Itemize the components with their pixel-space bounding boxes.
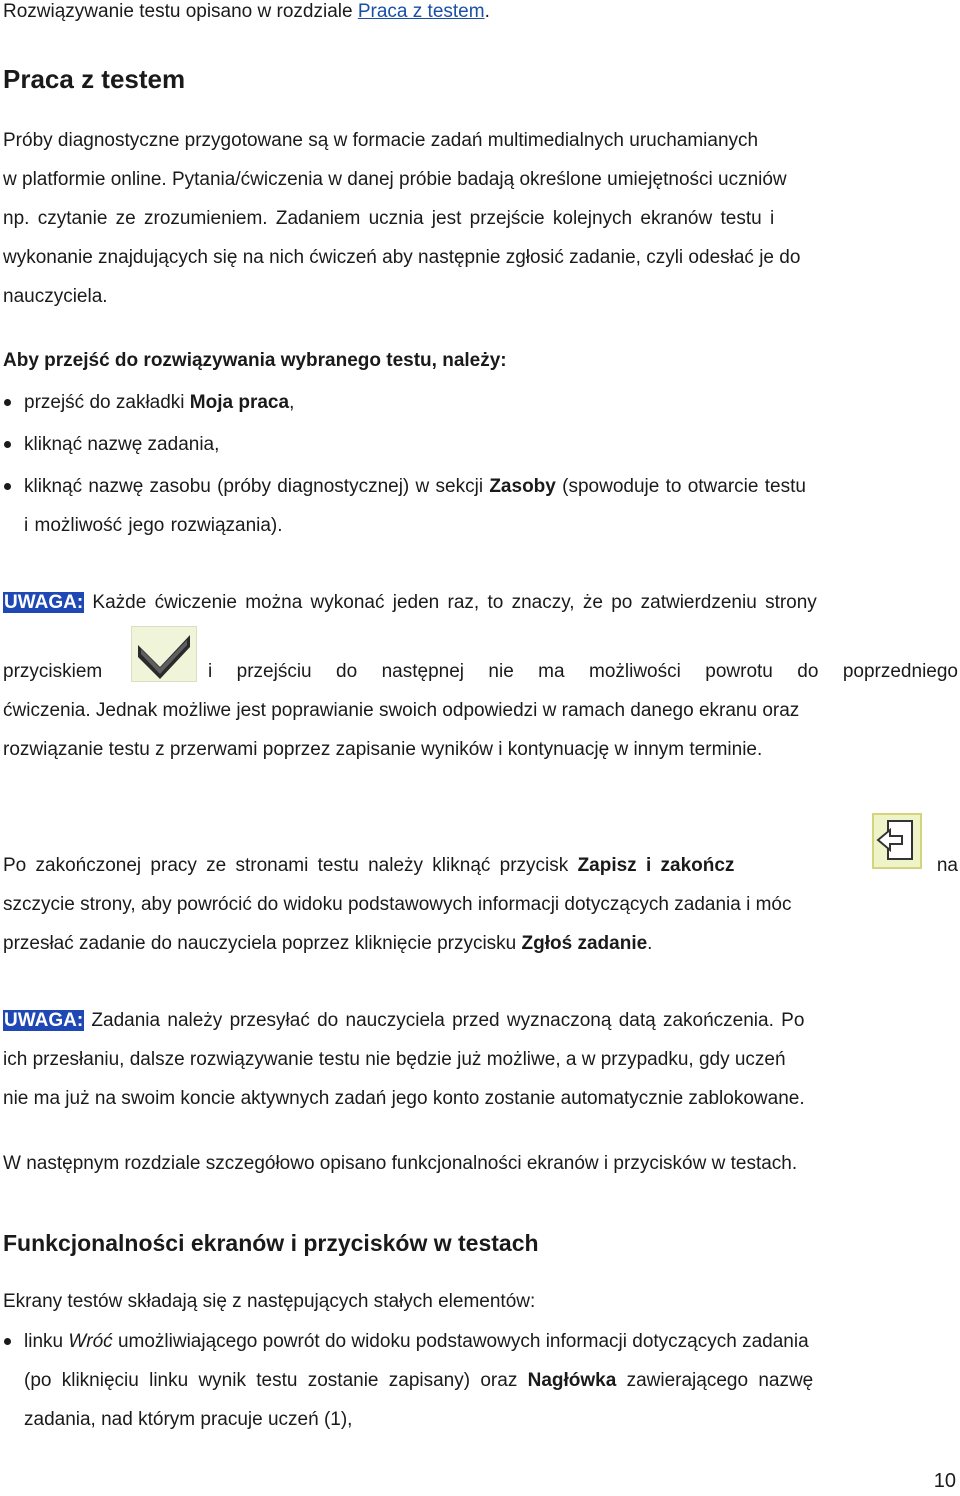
warning-paragraph-2: UWAGA: Zadania należy przesyłać do nauczyciela przed wyznaczoną datą zakończenia. Po ich przesłaniu, dalsze rozwiązywanie testu nie będzie już możliwe, a w przypadku, gdy uczeń nie ma już na swoim koncie aktywnych zadań jego konto zostanie automatycznie zablokowane.	[3, 1010, 805, 1109]
elements-intro: Ekrany testów składają się z następujących stałych elementów:	[3, 1291, 536, 1312]
elements-list	[3, 1322, 958, 1439]
section-heading: Praca z testem	[3, 64, 186, 94]
section-heading-2: Funkcjonalności ekranów i przycisków w testach	[3, 1230, 539, 1256]
next-chapter-paragraph: W następnym rozdziale szczegółowo opisano funkcjonalności ekranów i przycisków w testach.	[3, 1153, 798, 1174]
list-item: kliknąć nazwę zadania,	[3, 425, 958, 464]
intro-text: Rozwiązywanie testu opisano w rozdziale	[3, 1, 358, 22]
steps-list	[3, 383, 958, 545]
list-item: przejść do zakładki Moja praca,	[3, 383, 958, 422]
list-item: linku Wróć umożliwiającego powrót do widoku podstawowych informacji dotyczących zadania (po kliknięciu linku wynik testu zostanie zapisany) oraz Nagłówka zawierającego nazwę zadania, nad którym pracuje uczeń (1),	[3, 1322, 958, 1439]
intro-paragraph: Rozwiązywanie testu opisano w rozdziale Praca z testem.	[3, 1, 490, 22]
steps-heading: Aby przejść do rozwiązywania wybranego testu, należy:	[3, 350, 507, 371]
praca-z-testem-link[interactable]: Praca z testem	[357, 1, 485, 22]
description-paragraph: Próby diagnostyczne przygotowane są w formacie zadań multimedialnych uruchamianych w platformie online. Pytania/ćwiczenia w danej próbie badają określone umiejętności uczniów np. czytanie ze zrozumieniem. Zadaniem ucznia jest przejście kolejnych ekranów testu i wykonanie znajdujących się na nich ćwiczeń aby następnie zgłosić zadanie, czyli odesłać je do nauczyciela.	[3, 130, 801, 307]
warning-paragraph-1: UWAGA: Każde ćwiczenie można wykonać jeden raz, to znaczy, że po zatwierdzeniu strony	[4, 592, 817, 613]
finish-paragraph: Po zakończonej pracy ze stronami testu należy kliknąć przycisk Zapisz i zakończ na szczycie strony, aby powrócić do widoku podstawowych informacji dotyczących zadania i móc przesłać zadanie do nauczyciela poprzez kliknięcie przycisku Zgłoś zadanie.	[3, 855, 958, 954]
uwaga-badge: UWAGA:	[4, 592, 84, 613]
document-page: Rozwiązywanie testu opisano w rozdziale Praca z testem. Praca z testem Próby diagnostyczne przygotowane są w formacie zadań multimedialnych uruchamianych w platformie online. Pytania/ćwiczenia w danej próbie badają określone umiejętności uczniów np. czytanie ze zrozumieniem. Zadaniem ucznia jest przejście kolejnych ekranów testu i wykonanie znajdujących się na nich ćwiczeń aby następnie zgłosić zadanie, czyli odesłać je do nauczyciela. Aby przejść do rozwiązywania wybranego testu, należy: przejść do zakładki Moja praca, kliknąć nazwę zadania, kliknąć nazwę zasobu (próby diagnostycznej) w sekcji Zasoby (spowoduje to otwarcie testu i możliwość jego rozwiązania). UWAGA: Każde ćwiczenie można wykonać jeden raz, to znaczy, że po zatwierdzeniu strony przyciskiem i przejściu do następnej nie ma możliwości powrotu do poprzedniego ćwiczenia. Jednak możliwe jest poprawianie swoich odpowiedzi w ramach danego ekranu oraz rozwiązanie testu z przerwami poprzez zapisanie wyników i kontynuację w innym terminie. Po zakończonej pracy ze stronami testu należy kliknąć przycisk Zapisz i zakończ na szczycie strony, aby powrócić do widoku podstawowych informacji dotyczących zadania i móc przesłać zadanie do nauczyciela poprzez kliknięcie przycisku Zgłoś zadanie. UWAGA: Zadania należy przesyłać do nauczyciela przed wyznaczoną datą zakończenia. Po ich przesłaniu, dalsze rozwiązywanie testu nie będzie już możliwe, a w przypadku, gdy uczeń nie ma już na swoim koncie aktywnych zadań jego konto zostanie automatycznie zablokowane. W następnym rozdziale szczegółowo opisano funkcjonalności ekranów i przycisków w testach. Funkcjonalności ekranów i przycisków w testach Ekrany testów składają się z następujących stałych elementów: linku Wróć umożliwiającego powrót do widoku podstawowych informacji dotyczących zadania (po kliknięciu linku wynik testu zostanie zapisany) oraz Nagłówka zawierającego nazwę zadania, nad którym pracuje uczeń (1), 10	[3, 1, 958, 1492]
page-number: 10	[933, 1470, 956, 1492]
uwaga-badge: UWAGA:	[4, 1010, 84, 1031]
list-item: kliknąć nazwę zasobu (próby diagnostycznej) w sekcji Zasoby (spowoduje to otwarcie testu i możliwość jego rozwiązania).	[3, 467, 958, 545]
